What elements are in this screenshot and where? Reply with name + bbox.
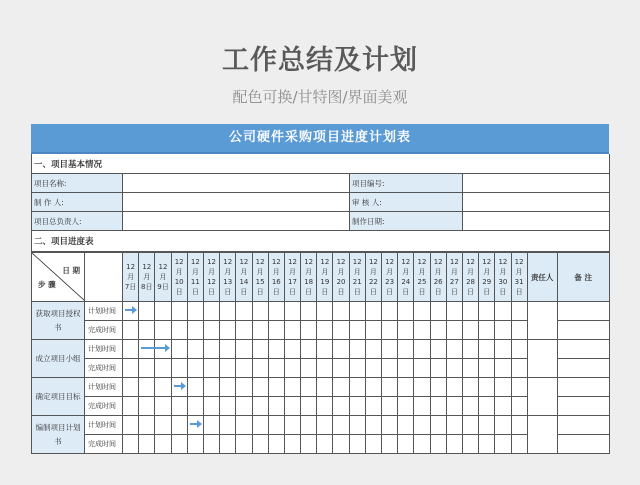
date-header: 12 月 19 日 [317,253,333,302]
gantt-cell[interactable] [317,340,333,359]
gantt-cell[interactable] [284,321,300,340]
date-header: 12 月 8日 [139,253,155,302]
gantt-cell[interactable] [187,321,203,340]
gantt-cell[interactable] [123,321,139,340]
gantt-cell[interactable] [236,435,252,454]
gantt-cell[interactable] [284,397,300,416]
gantt-cell[interactable] [317,378,333,397]
gantt-cell[interactable] [187,340,203,359]
gantt-cell[interactable] [236,416,252,435]
gantt-cell[interactable] [365,359,381,378]
gantt-cell[interactable] [398,397,414,416]
date-header: 12 月 17 日 [284,253,300,302]
date-label: 制作日期: [350,212,463,231]
gantt-cell[interactable] [333,435,349,454]
gantt-cell[interactable] [203,416,219,435]
gantt-cell[interactable] [139,378,155,397]
date-header: 12 月 22 日 [365,253,381,302]
gantt-cell[interactable] [301,302,317,321]
gantt-cell[interactable] [446,416,462,435]
gantt-cell[interactable] [252,416,268,435]
gantt-cell[interactable] [317,359,333,378]
gantt-cell[interactable] [479,397,495,416]
gantt-cell[interactable] [462,397,478,416]
done-time-label: 完成时间 [85,435,123,454]
gantt-cell[interactable] [268,302,284,321]
gantt-cell[interactable] [479,321,495,340]
gantt-cell[interactable] [203,378,219,397]
gantt-cell[interactable] [139,359,155,378]
gantt-cell[interactable] [139,397,155,416]
gantt-cell[interactable] [462,359,478,378]
gantt-cell[interactable] [203,359,219,378]
remark-cell[interactable] [557,302,609,321]
arrow-right-icon [174,385,182,387]
gantt-cell[interactable] [398,302,414,321]
gantt-cell[interactable] [349,321,365,340]
gantt-cell[interactable] [203,340,219,359]
date-header: 12 月 10 日 [171,253,187,302]
gantt-cell[interactable] [203,397,219,416]
gantt-table [31,252,610,454]
gantt-cell[interactable] [123,435,139,454]
date-header: 12 月 24 日 [398,253,414,302]
gantt-cell[interactable] [495,359,511,378]
step-name: 编制项目计划书 [32,416,85,454]
gantt-cell[interactable] [382,340,398,359]
basic-info-table [31,154,610,252]
gantt-cell[interactable] [462,302,478,321]
date-header: 12 月 27 日 [446,253,462,302]
gantt-cell[interactable] [398,321,414,340]
gantt-cell[interactable] [382,416,398,435]
owner-field[interactable] [123,212,350,231]
gantt-cell[interactable] [284,416,300,435]
owner-cell[interactable] [527,340,557,378]
project-name-label: 项目名称: [32,174,123,193]
gantt-cell[interactable] [317,416,333,435]
gantt-cell[interactable] [511,321,527,340]
gantt-cell[interactable] [317,435,333,454]
gantt-cell[interactable] [495,378,511,397]
gantt-cell[interactable] [123,340,139,359]
remark-cell[interactable] [557,397,609,416]
remark-cell[interactable] [557,378,609,397]
done-row [32,359,610,378]
done-time-label: 完成时间 [85,397,123,416]
gantt-cell[interactable] [365,302,381,321]
gantt-cell[interactable] [252,359,268,378]
gantt-cell[interactable] [171,340,187,359]
gantt-cell[interactable] [317,397,333,416]
gantt-cell[interactable] [301,435,317,454]
gantt-cell[interactable] [462,435,478,454]
gantt-cell[interactable] [495,321,511,340]
gantt-cell[interactable] [333,378,349,397]
gantt-cell[interactable] [139,435,155,454]
gantt-cell[interactable] [301,397,317,416]
date-header: 12 月 12 日 [203,253,219,302]
gantt-cell[interactable] [365,435,381,454]
gantt-cell[interactable] [479,378,495,397]
gantt-cell[interactable] [382,397,398,416]
gantt-cell[interactable] [220,359,236,378]
gantt-cell[interactable] [333,359,349,378]
done-row [32,321,610,340]
gantt-cell[interactable] [382,378,398,397]
remark-cell[interactable] [557,359,609,378]
gantt-cell[interactable] [382,359,398,378]
date-header: 12 月 16 日 [268,253,284,302]
gantt-cell[interactable] [430,359,446,378]
gantt-cell[interactable] [414,321,430,340]
arrow-right-icon [125,309,133,311]
gantt-cell[interactable] [220,416,236,435]
gantt-cell[interactable] [171,397,187,416]
gantt-cell[interactable] [430,435,446,454]
gantt-cell[interactable] [479,435,495,454]
gantt-cell[interactable] [462,378,478,397]
gantt-cell[interactable] [349,435,365,454]
date-header: 12 月 23 日 [382,253,398,302]
maker-field[interactable] [123,193,350,212]
remark-cell[interactable] [557,340,609,359]
gantt-cell[interactable] [171,435,187,454]
gantt-cell[interactable] [268,321,284,340]
gantt-cell[interactable] [301,359,317,378]
step-name: 获取项目授权书 [32,302,85,340]
gantt-cell[interactable] [333,302,349,321]
gantt-cell[interactable] [349,359,365,378]
gantt-cell[interactable] [430,397,446,416]
arrow-right-icon [141,347,165,349]
gantt-cell[interactable] [268,397,284,416]
gantt-cell[interactable] [252,302,268,321]
gantt-cell[interactable] [398,378,414,397]
gantt-cell[interactable] [220,397,236,416]
gantt-cell[interactable] [462,416,478,435]
page-title: 工作总结及计划 [222,45,418,76]
section-basic-info: 一、项目基本情况 [32,154,610,174]
gantt-cell[interactable] [187,397,203,416]
gantt-cell[interactable] [479,359,495,378]
plan-row [32,302,610,321]
gantt-cell[interactable] [349,340,365,359]
gantt-cell[interactable] [317,321,333,340]
gantt-cell[interactable] [220,321,236,340]
gantt-cell[interactable] [187,416,203,435]
gantt-cell[interactable] [333,416,349,435]
gantt-cell[interactable] [301,321,317,340]
gantt-cell[interactable] [511,416,527,435]
gantt-cell[interactable] [414,416,430,435]
remark-header: 备 注 [557,253,609,302]
gantt-cell[interactable] [268,340,284,359]
gantt-cell[interactable] [430,378,446,397]
date-header: 12 月 9日 [155,253,171,302]
gantt-cell[interactable] [123,378,139,397]
date-header: 12 月 20 日 [333,253,349,302]
gantt-cell[interactable] [284,435,300,454]
gantt-cell[interactable] [155,378,171,397]
gantt-cell[interactable] [268,416,284,435]
date-header: 12 月 26 日 [430,253,446,302]
gantt-cell[interactable] [236,359,252,378]
gantt-cell[interactable] [236,397,252,416]
gantt-cell[interactable] [446,435,462,454]
done-row [32,435,610,454]
plan-time-label: 计划时间 [85,378,123,397]
owner-label: 项目总负责人: [32,212,123,231]
corner-step-label: 步 骤 [38,280,56,289]
gantt-cell[interactable] [236,302,252,321]
date-header: 12 月 31 日 [511,253,527,302]
date-header: 12 月 28 日 [462,253,478,302]
gantt-cell[interactable] [511,397,527,416]
gantt-cell[interactable] [349,378,365,397]
gantt-cell[interactable] [171,302,187,321]
gantt-cell[interactable] [349,416,365,435]
gantt-cell[interactable] [349,302,365,321]
date-header: 12 月 21 日 [349,253,365,302]
gantt-cell[interactable] [171,378,187,397]
gantt-cell[interactable] [171,416,187,435]
gantt-cell[interactable] [139,302,155,321]
done-time-label: 完成时间 [85,359,123,378]
remark-cell[interactable] [557,416,609,435]
spreadsheet [31,124,609,454]
gantt-cell[interactable] [139,416,155,435]
gantt-cell[interactable] [301,340,317,359]
gantt-cell[interactable] [155,435,171,454]
gantt-cell[interactable] [252,378,268,397]
gantt-cell[interactable] [462,321,478,340]
gantt-cell[interactable] [462,340,478,359]
done-time-label: 完成时间 [85,321,123,340]
gantt-cell[interactable] [123,302,139,321]
remark-cell[interactable] [557,321,609,340]
arrow-right-icon [190,423,198,425]
gantt-cell[interactable] [333,340,349,359]
gantt-cell[interactable] [301,378,317,397]
gantt-cell[interactable] [495,435,511,454]
date-header: 12 月 18 日 [301,253,317,302]
gantt-cell[interactable] [414,359,430,378]
gantt-cell[interactable] [236,378,252,397]
gantt-cell[interactable] [203,435,219,454]
gantt-cell[interactable] [155,397,171,416]
step-name: 成立项目小组 [32,340,85,378]
project-name-field[interactable] [123,174,350,193]
gantt-cell[interactable] [187,359,203,378]
gantt-cell[interactable] [430,340,446,359]
gantt-cell[interactable] [382,302,398,321]
page-subtitle: 配色可换/甘特图/界面美观 [232,88,408,106]
gantt-cell[interactable] [155,321,171,340]
gantt-cell[interactable] [365,321,381,340]
gantt-cell[interactable] [301,416,317,435]
gantt-cell[interactable] [414,378,430,397]
date-field[interactable] [463,212,610,231]
gantt-cell[interactable] [430,302,446,321]
gantt-cell[interactable] [479,416,495,435]
gantt-cell[interactable] [365,397,381,416]
gantt-cell[interactable] [398,359,414,378]
gantt-cell[interactable] [333,321,349,340]
gantt-cell[interactable] [495,416,511,435]
gantt-cell[interactable] [268,378,284,397]
gantt-cell[interactable] [252,321,268,340]
reviewer-label: 审 核 人: [350,193,463,212]
gantt-cell[interactable] [236,321,252,340]
gantt-cell[interactable] [511,340,527,359]
gantt-cell[interactable] [284,302,300,321]
date-header: 12 月 14 日 [236,253,252,302]
gantt-cell[interactable] [252,435,268,454]
gantt-cell[interactable] [365,378,381,397]
gantt-cell[interactable] [430,321,446,340]
gantt-cell[interactable] [203,302,219,321]
gantt-cell[interactable] [123,397,139,416]
gantt-cell[interactable] [430,416,446,435]
gantt-cell[interactable] [317,302,333,321]
plan-time-label: 计划时间 [85,340,123,359]
corner-header [32,253,85,302]
owner-header: 责任人 [527,253,557,302]
gantt-cell[interactable] [382,435,398,454]
date-header: 12 月 7日 [123,253,139,302]
gantt-cell[interactable] [139,340,155,359]
gantt-cell[interactable] [398,416,414,435]
gantt-cell[interactable] [155,416,171,435]
gantt-cell[interactable] [187,435,203,454]
date-header: 12 月 29 日 [479,253,495,302]
gantt-cell[interactable] [220,378,236,397]
plan-time-label: 计划时间 [85,302,123,321]
gantt-cell[interactable] [382,321,398,340]
owner-cell[interactable] [527,378,557,416]
gantt-cell[interactable] [187,302,203,321]
gantt-cell[interactable] [155,302,171,321]
gantt-cell[interactable] [284,340,300,359]
corner-date-label: 日 期 [62,266,80,275]
plan-row [32,340,610,359]
maker-label: 制 作 人: [32,193,123,212]
gantt-cell[interactable] [495,397,511,416]
done-row [32,397,610,416]
diagonal-line-icon [32,253,85,301]
gantt-cell[interactable] [123,359,139,378]
gantt-cell[interactable] [495,340,511,359]
gantt-cell[interactable] [349,397,365,416]
gantt-cell[interactable] [365,416,381,435]
project-no-field[interactable] [463,174,610,193]
sheet-title: 公司硬件采购项目进度计划表 [31,124,609,154]
remark-cell[interactable] [557,435,609,454]
section-progress: 二、项目进度表 [32,231,610,252]
date-header: 12 月 13 日 [220,253,236,302]
gantt-cell[interactable] [139,321,155,340]
gantt-cell[interactable] [446,321,462,340]
date-header: 12 月 30 日 [495,253,511,302]
gantt-cell[interactable] [479,302,495,321]
gantt-cell[interactable] [220,302,236,321]
gantt-cell[interactable] [414,435,430,454]
gantt-cell[interactable] [284,359,300,378]
plan-row [32,416,610,435]
gantt-cell[interactable] [511,359,527,378]
step-name: 确定项目目标 [32,378,85,416]
gantt-cell[interactable] [398,340,414,359]
gantt-cell[interactable] [446,302,462,321]
date-header: 12 月 15 日 [252,253,268,302]
gantt-cell[interactable] [187,378,203,397]
kind-header [85,253,123,302]
gantt-cell[interactable] [365,340,381,359]
date-header: 12 月 25 日 [414,253,430,302]
gantt-cell[interactable] [511,435,527,454]
gantt-cell[interactable] [155,359,171,378]
reviewer-field[interactable] [463,193,610,212]
gantt-cell[interactable] [446,397,462,416]
gantt-cell[interactable] [220,340,236,359]
gantt-cell[interactable] [446,340,462,359]
gantt-cell[interactable] [268,435,284,454]
gantt-cell[interactable] [236,340,252,359]
gantt-cell[interactable] [414,302,430,321]
gantt-cell[interactable] [398,435,414,454]
gantt-cell[interactable] [203,321,219,340]
owner-cell[interactable] [527,416,557,454]
gantt-cell[interactable] [123,416,139,435]
gantt-cell[interactable] [446,378,462,397]
gantt-cell[interactable] [414,397,430,416]
gantt-cell[interactable] [171,321,187,340]
gantt-cell[interactable] [479,340,495,359]
gantt-cell[interactable] [446,359,462,378]
gantt-cell[interactable] [252,397,268,416]
date-header: 12 月 11 日 [187,253,203,302]
gantt-cell[interactable] [252,340,268,359]
gantt-cell[interactable] [495,302,511,321]
plan-time-label: 计划时间 [85,416,123,435]
gantt-cell[interactable] [220,435,236,454]
gantt-cell[interactable] [268,359,284,378]
gantt-cell[interactable] [511,378,527,397]
gantt-cell[interactable] [284,378,300,397]
gantt-cell[interactable] [171,359,187,378]
owner-cell[interactable] [527,302,557,340]
gantt-cell[interactable] [333,397,349,416]
project-no-label: 项目编号: [350,174,463,193]
gantt-cell[interactable] [414,340,430,359]
plan-row [32,378,610,397]
gantt-cell[interactable] [511,302,527,321]
